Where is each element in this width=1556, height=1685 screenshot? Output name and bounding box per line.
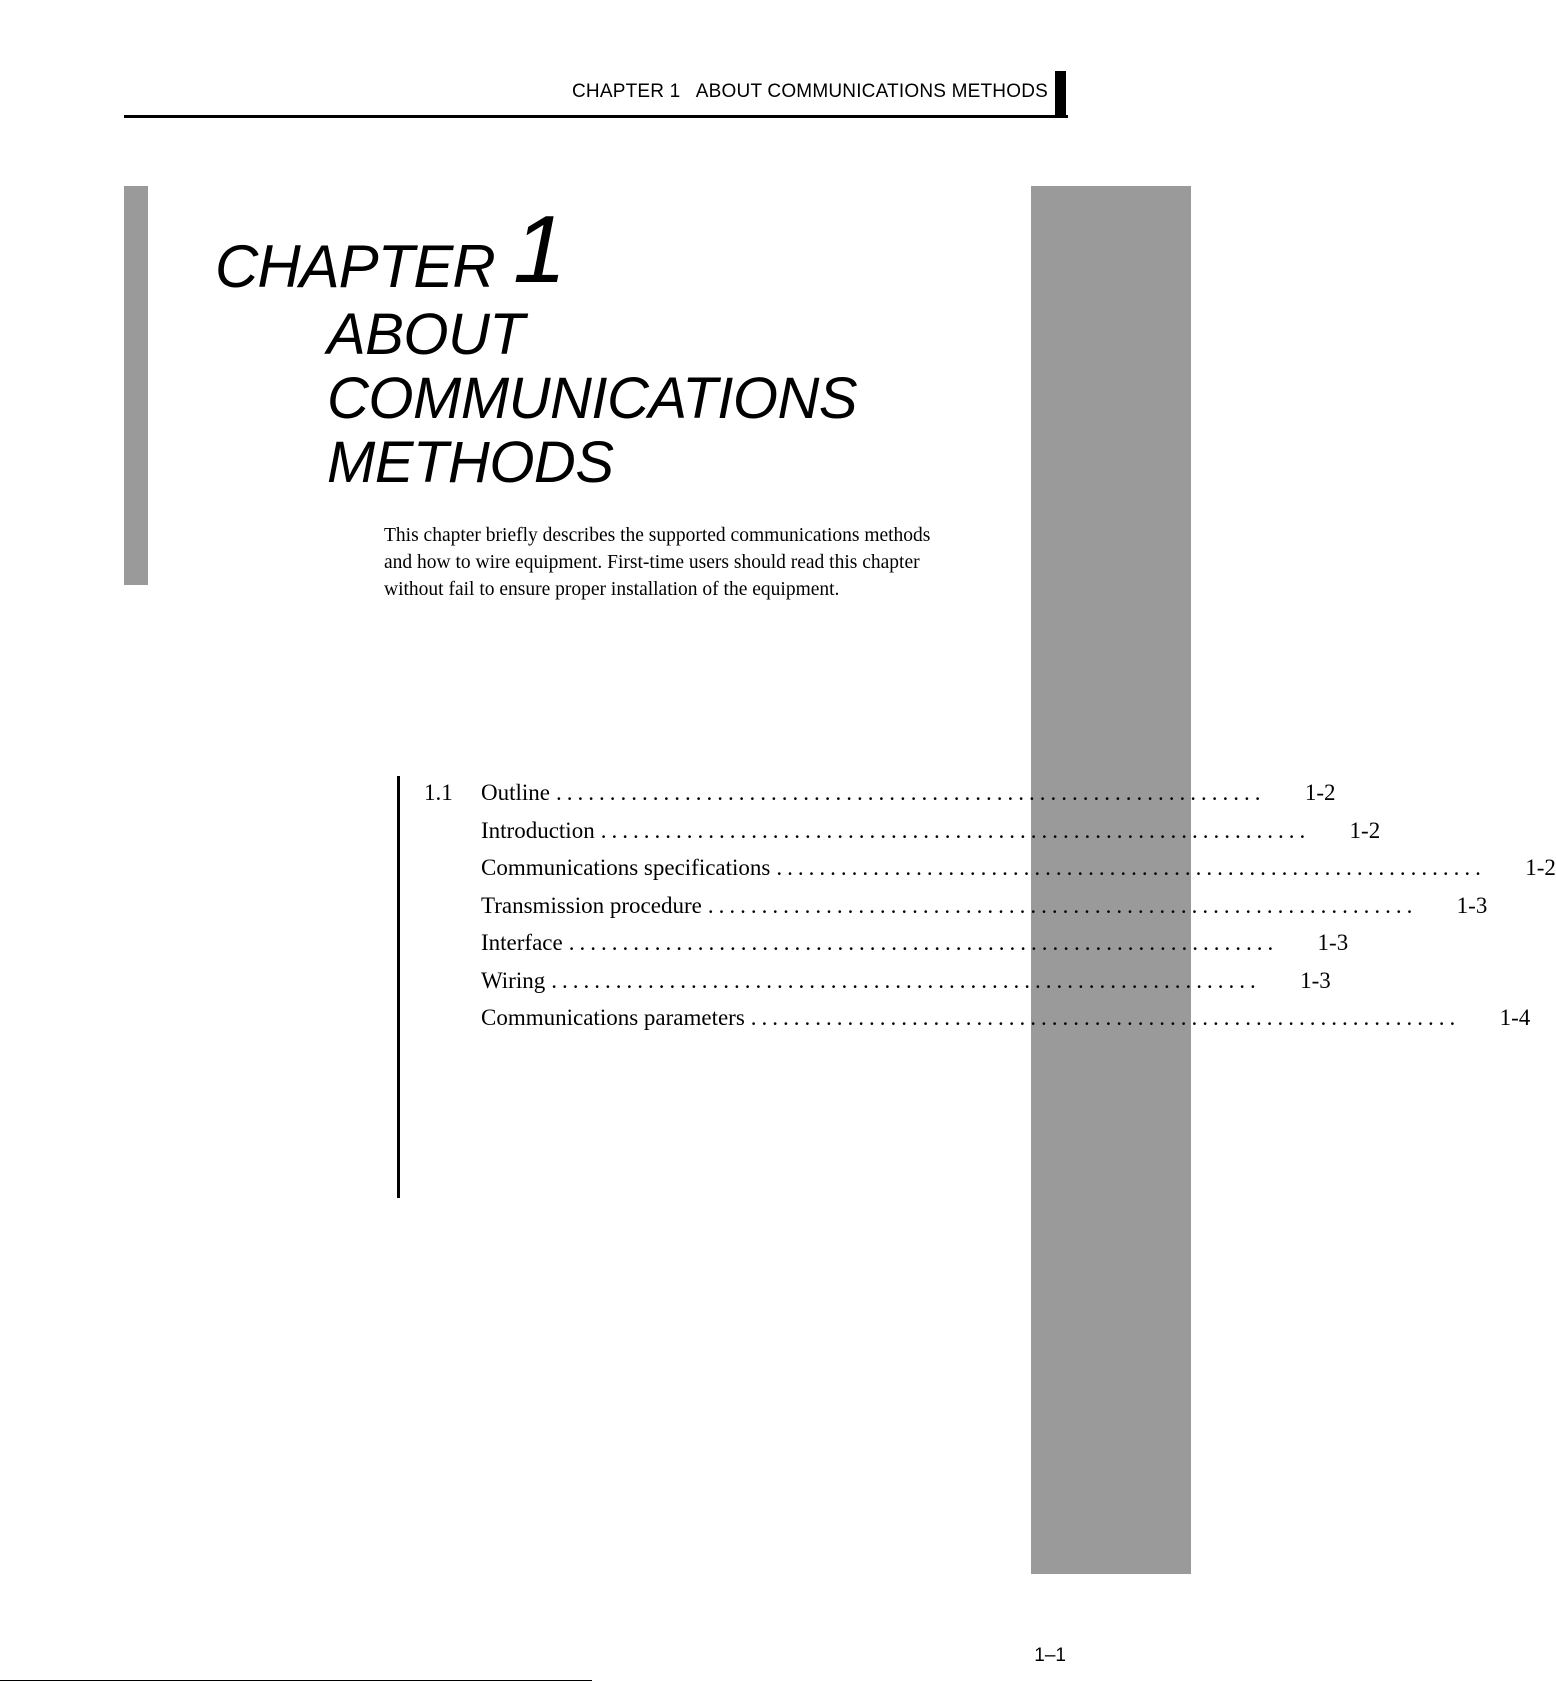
toc-leader-dots: ..................................................................	[776, 855, 1486, 880]
toc-leader-dots: ..................................................................	[568, 930, 1279, 955]
intro-line: This chapter briefly describes the supported communications methods	[384, 525, 931, 546]
chapter-title-line: COMMUNICATIONS	[327, 366, 858, 431]
chapter-title-line: METHODS	[327, 430, 614, 495]
toc-page: 1-3	[1317, 930, 1349, 955]
toc-title: Transmission procedure	[481, 887, 708, 925]
toc-leader-dots: ..................................................................	[750, 1005, 1461, 1030]
toc-title: Introduction	[481, 812, 601, 850]
toc-leader-dots: ..................................................................	[556, 780, 1266, 805]
toc-title: Communications specifications	[481, 849, 776, 887]
toc-entry[interactable]	[424, 774, 1336, 812]
toc-page: 1-2	[1304, 780, 1336, 805]
toc-section-number	[424, 924, 481, 962]
toc-entry[interactable]	[424, 962, 1331, 1000]
toc-page: 1-2	[1525, 855, 1556, 880]
toc-leader-dots: ..................................................................	[600, 817, 1311, 843]
chapter-number: 1	[513, 196, 567, 303]
toc-leader-dots: ..................................................................	[551, 967, 1261, 993]
toc-title: Interface	[481, 924, 569, 962]
toc-section-number	[424, 962, 481, 1000]
toc-page: 1-3	[1300, 967, 1331, 993]
chapter-title-line: ABOUT	[327, 302, 525, 367]
toc-entry[interactable]	[424, 812, 1381, 850]
chapter-label: CHAPTER	[215, 233, 495, 300]
toc-section-number	[424, 812, 481, 850]
header-marker-block	[1055, 71, 1066, 118]
toc-title: Wiring	[481, 962, 551, 1000]
intro-line: and how to wire equipment. First-time users should read this chapter	[384, 552, 920, 573]
toc-page: 1-4	[1499, 1005, 1531, 1030]
toc-entry[interactable]	[424, 849, 1556, 887]
toc-page: 1-2	[1349, 817, 1381, 843]
toc-entry[interactable]	[424, 999, 1531, 1037]
toc-section-number	[424, 849, 481, 887]
table-of-contents	[424, 774, 1556, 1037]
footer-rule	[0, 1680, 592, 1681]
running-header: CHAPTER 1 ABOUT COMMUNICATIONS METHODS	[571, 81, 1048, 102]
chapter-intro	[384, 522, 1024, 603]
toc-entry[interactable]	[424, 887, 1488, 925]
intro-line: without fail to ensure proper installation of the equipment.	[384, 579, 840, 600]
toc-side-rule	[397, 776, 400, 1198]
toc-entry[interactable]	[424, 924, 1349, 962]
left-chapter-tab	[124, 186, 148, 585]
toc-title: Communications parameters	[481, 999, 751, 1037]
toc-section-number: 1.1	[424, 780, 453, 805]
toc-section-number	[424, 887, 481, 925]
toc-section-number	[424, 999, 481, 1037]
toc-page: 1-3	[1456, 892, 1488, 918]
toc-title: Outline	[481, 774, 556, 812]
page-number: 1–1	[1034, 1645, 1066, 1666]
toc-leader-dots: ..................................................................	[707, 892, 1418, 918]
header-rule	[124, 115, 1068, 118]
